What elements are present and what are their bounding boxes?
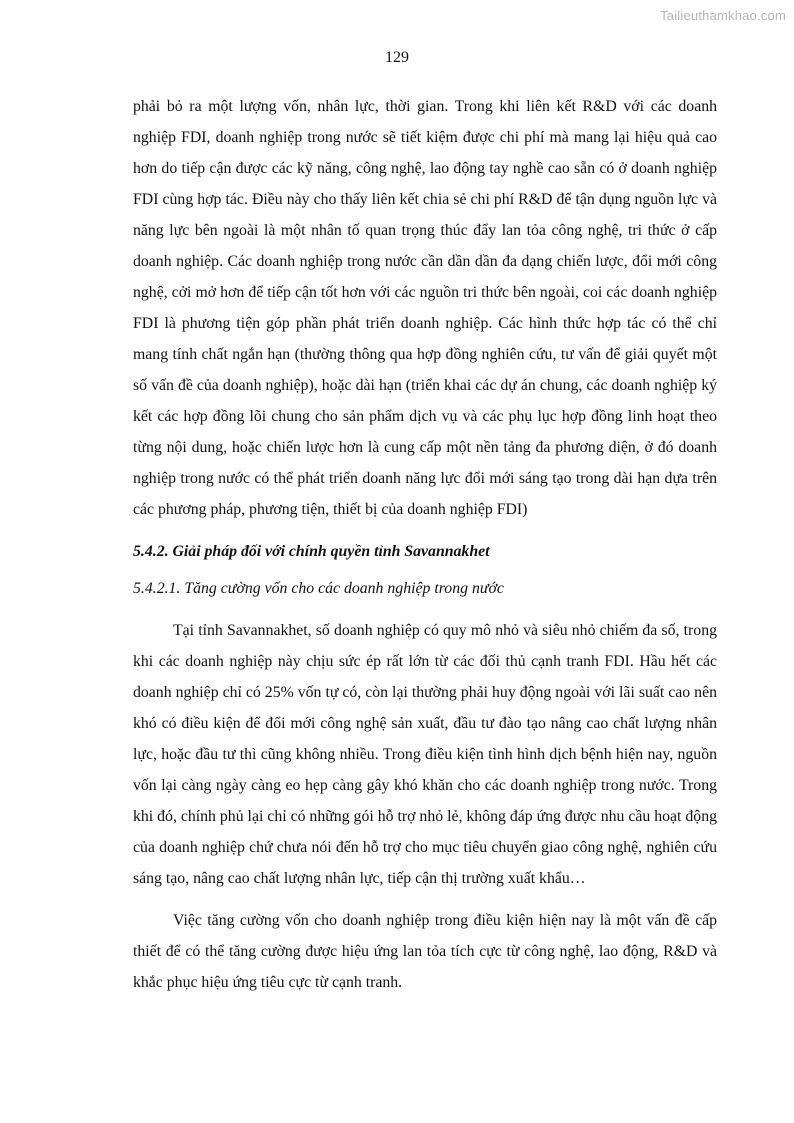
watermark: Tailieuthamkhao.com xyxy=(660,8,786,23)
page-number: 129 xyxy=(385,49,409,66)
section-heading-5-4-2: 5.4.2. Giải pháp đối với chính quyền tỉnh Savannakhet xyxy=(133,543,490,560)
document-body xyxy=(133,91,717,998)
subsection-heading-5-4-2-1: 5.4.2.1. Tăng cường vốn cho các doanh nghiệp trong nước xyxy=(133,580,504,597)
paragraph-capital-strengthening: Việc tăng cường vốn cho doanh nghiệp trong điều kiện hiện nay là một vấn đề cấp thiết để có thể tăng cường được hiệu ứng lan tỏa tích cực từ công nghệ, lao động, R&D và khắc phục hiệu ứng tiêu cực từ cạnh tranh. xyxy=(133,912,717,991)
paragraph-savannakhet-enterprises: Tại tỉnh Savannakhet, số doanh nghiệp có quy mô nhỏ và siêu nhỏ chiếm đa số, trong khi các doanh nghiệp này chịu sức ép rất lớn từ các đối thủ cạnh tranh FDI. Hầu hết các doanh nghiệp chỉ có 25% vốn tự có, còn lại thường phải huy động ngoài với lãi suất cao nên khó có điều kiện để đổi mới công nghệ sản xuất, đầu tư đào tạo nâng cao chất lượng nhân lực, hoặc đầu tư thì cũng không nhiều. Trong điều kiện tình hình dịch bệnh hiện nay, nguồn vốn lại càng ngày càng eo hẹp càng gây khó khăn cho các doanh nghiệp trong nước. Trong khi đó, chính phủ lại chỉ có những gói hỗ trợ nhỏ lẻ, không đáp ứng được nhu cầu hoạt động của doanh nghiệp chứ chưa nói đến hỗ trợ cho mục tiêu chuyển giao công nghệ, nghiên cứu sáng tạo, nâng cao chất lượng nhân lực, tiếp cận thị trường xuất khẩu… xyxy=(133,622,717,887)
paragraph-continuation: phải bỏ ra một lượng vốn, nhân lực, thời gian. Trong khi liên kết R&D với các doanh nghiệp FDI, doanh nghiệp trong nước sẽ tiết kiệm được chi phí mà mang lại hiệu quả cao hơn do tiếp cận được các kỹ năng, công nghệ, lao động tay nghề cao sẵn có ở doanh nghiệp FDI cùng hợp tác. Điều này cho thấy liên kết chia sẻ chi phí R&D để tận dụng nguồn lực và năng lực bên ngoài là một nhân tố quan trọng thúc đẩy lan tỏa công nghệ, tri thức ở cấp doanh nghiệp. Các doanh nghiệp trong nước cần dần dần đa dạng chiến lược, đổi mới công nghệ, cởi mở hơn để tiếp cận tốt hơn với các nguồn tri thức bên ngoài, coi các doanh nghiệp FDI là phương tiện góp phần phát triển doanh nghiệp. Các hình thức hợp tác có thể chỉ mang tính chất ngắn hạn (thường thông qua hợp đồng nghiên cứu, tư vấn để giải quyết một số vấn đề của doanh nghiệp), hoặc dài hạn (triển khai các dự án chung, các doanh nghiệp ký kết các hợp đồng lõi chung cho sản phẩm dịch vụ và các phụ lục hợp đồng linh hoạt theo từng nội dung, hoặc chiến lược hơn là cung cấp một nền tảng đa phương diện, ở đó doanh nghiệp trong nước có thể phát triển doanh năng lực đổi mới sáng tạo trong dài hạn dựa trên các phương pháp, phương tiện, thiết bị của doanh nghiệp FDI) xyxy=(133,98,717,518)
